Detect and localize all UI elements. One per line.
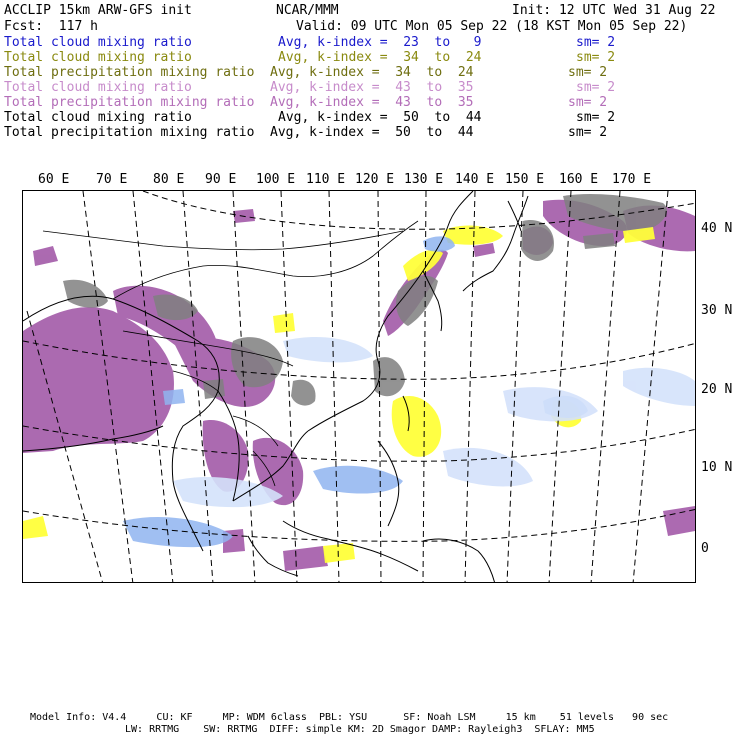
legend-smoothing: sm= 2: [568, 125, 608, 140]
model-info-line2: LW: RRTMG SW: RRTMG DIFF: simple KM: 2D Smagor DAMP: Rayleigh3 SFLAY: MM5: [125, 724, 595, 735]
purple-shading: [23, 200, 695, 571]
latitude-label: 40 N: [701, 221, 733, 236]
legend-field-name: Total precipitation mixing ratio: [4, 65, 255, 80]
legend-k-index-range: Avg, k-index = 50 to 44: [278, 110, 482, 125]
latitude-label: 20 N: [701, 382, 733, 397]
longitude-label: 160 E: [559, 172, 599, 187]
legend-smoothing: sm= 2: [576, 80, 616, 95]
legend-smoothing: sm= 2: [576, 35, 616, 50]
legend-smoothing: sm= 2: [568, 65, 608, 80]
legend-smoothing: sm= 2: [568, 95, 608, 110]
legend-k-index-range: Avg, k-index = 23 to 9: [278, 35, 482, 50]
longitude-label: 100 E: [256, 172, 296, 187]
longitude-label: 120 E: [355, 172, 395, 187]
latitude-label: 30 N: [701, 303, 733, 318]
longitude-label: 150 E: [505, 172, 545, 187]
legend-field-name: Total precipitation mixing ratio: [4, 95, 255, 110]
longitude-label: 170 E: [612, 172, 652, 187]
organization-label: NCAR/MMM: [276, 3, 339, 18]
longitude-label: 60 E: [38, 172, 70, 187]
longitude-label: 140 E: [455, 172, 495, 187]
legend-k-index-range: Avg, k-index = 43 to 35: [270, 95, 474, 110]
legend-smoothing: sm= 2: [576, 110, 616, 125]
map-canvas: [23, 191, 696, 583]
legend-k-index-range: Avg, k-index = 43 to 35: [270, 80, 474, 95]
legend-field-name: Total cloud mixing ratio: [4, 35, 192, 50]
valid-time: Valid: 09 UTC Mon 05 Sep 22 (18 KST Mon 05 Sep 22): [296, 19, 688, 34]
longitude-label: 110 E: [306, 172, 346, 187]
legend-smoothing: sm= 2: [576, 50, 616, 65]
legend-field-name: Total cloud mixing ratio: [4, 110, 192, 125]
legend-k-index-range: Avg, k-index = 50 to 44: [270, 125, 474, 140]
legend-field-name: Total cloud mixing ratio: [4, 80, 192, 95]
longitude-label: 70 E: [96, 172, 128, 187]
model-info-line1: Model Info: V4.4 CU: KF MP: WDM 6class PBL: YSU SF: Noah LSM 15 km 51 levels 90 sec: [30, 712, 669, 723]
map-panel: [22, 190, 696, 583]
init-time: Init: 12 UTC Wed 31 Aug 22: [512, 3, 716, 18]
legend-field-name: Total precipitation mixing ratio: [4, 125, 255, 140]
model-title: ACCLIP 15km ARW-GFS init: [4, 3, 192, 18]
legend-field-name: Total cloud mixing ratio: [4, 50, 192, 65]
legend-k-index-range: Avg, k-index = 34 to 24: [270, 65, 474, 80]
legend-k-index-range: Avg, k-index = 34 to 24: [278, 50, 482, 65]
latitude-label: 0: [701, 541, 709, 556]
forecast-hour: Fcst: 117 h: [4, 19, 98, 34]
longitude-label: 130 E: [404, 172, 444, 187]
longitude-label: 90 E: [205, 172, 237, 187]
longitude-label: 80 E: [153, 172, 185, 187]
latitude-label: 10 N: [701, 460, 733, 475]
